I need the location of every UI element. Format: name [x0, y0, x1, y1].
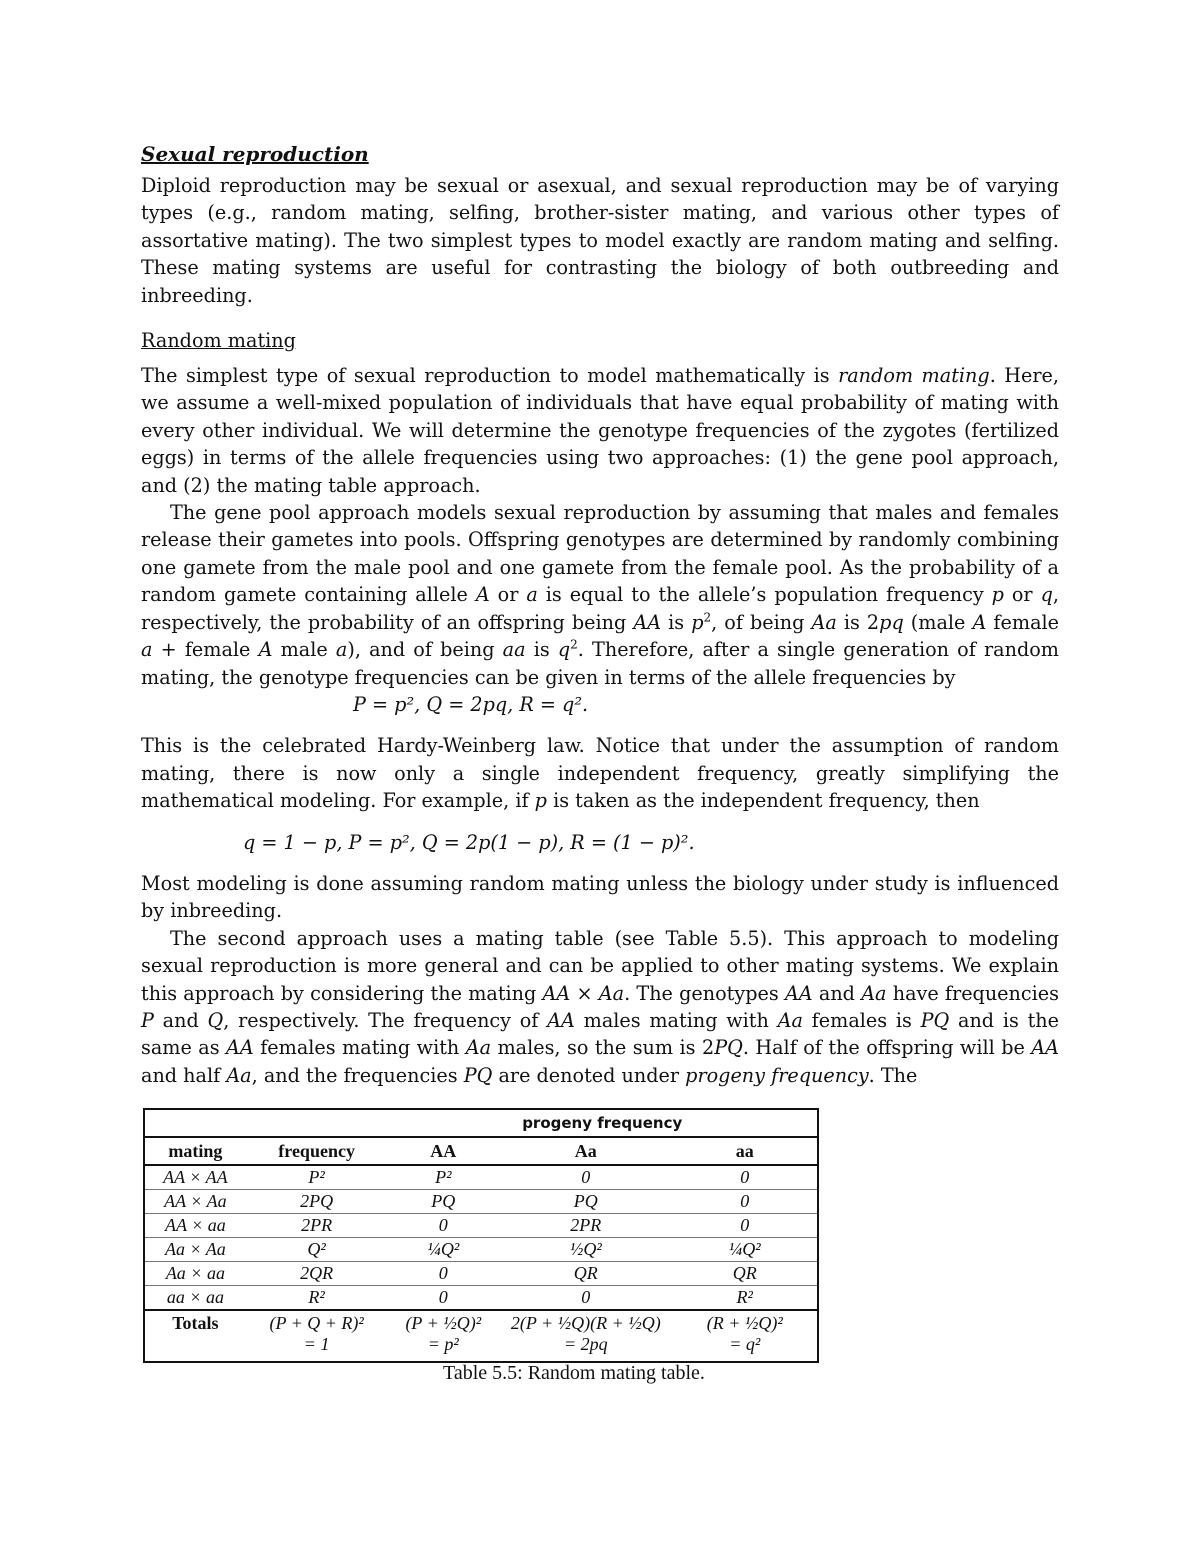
mating-table-paragraph: The second approach uses a mating table (see Table 5.5). This approach to modeling sexual reproduction is more general and can be applied to other mating systems. We explain this approach by considering the mating AA × Aa. The genotypes AA and Aa have frequencies P and Q, respectively. The frequency of AA males mating with Aa females is PQ and is the same as AA females mating with Aa males, so the sum is 2PQ. Half of the offspring will be AA and half Aa, and the frequencies PQ are denoted under progeny frequency. The: [141, 926, 1060, 1087]
totals-cell: (P + ½Q)² = p²: [387, 1310, 499, 1362]
table-cell: 2PR: [246, 1214, 388, 1238]
totals-label: Totals: [144, 1310, 246, 1362]
table-cell: PQ: [499, 1190, 672, 1214]
column-header: aa: [672, 1137, 818, 1165]
table-cell: P²: [246, 1165, 388, 1190]
subsection-heading: Random mating: [141, 329, 296, 353]
table-cell: AA × aa: [144, 1214, 246, 1238]
totals-cell: (P + Q + R)² = 1: [246, 1310, 388, 1362]
table-cell: P²: [387, 1165, 499, 1190]
table-cell: ¼Q²: [387, 1238, 499, 1262]
table-row: [144, 1190, 818, 1214]
table-cell: Aa × Aa: [144, 1238, 246, 1262]
gene-pool-paragraph: The gene pool approach models sexual reproduction by assuming that males and females release their gametes into pools. Offspring genotypes are determined by randomly combining one gamete from the male pool and one gamete from the female pool. As the probability of a random gamete containing allele A or a is equal to the allele’s population frequency p or q, respectively, the probability of an offspring being AA is $p^2$, of being Aa is 2pq (male A female a + female A male a), and of being aa is $q^2$. Therefore, after a single generation of random mating, the genotype frequencies can be given in terms of the allele frequencies by: [141, 501, 1060, 689]
independent-frequency-equation: q = 1 − p, P = p², Q = 2p(1 − p), R = (1 − p)².: [243, 830, 695, 854]
table-cell: 0: [672, 1165, 818, 1190]
table-cell: PQ: [387, 1190, 499, 1214]
totals-cell: 2(P + ½Q)(R + ½Q) = 2pq: [499, 1310, 672, 1362]
table-row: [144, 1262, 818, 1286]
totals-row: [144, 1310, 818, 1362]
table-cell: Q²: [246, 1238, 388, 1262]
table-cell: AA × AA: [144, 1165, 246, 1190]
table-row: [144, 1214, 818, 1238]
page-content: [141, 142, 1059, 1089]
table-cell: 2PR: [499, 1214, 672, 1238]
table-row: [144, 1286, 818, 1311]
column-header: Aa: [499, 1137, 672, 1165]
modeling-paragraph: Most modeling is done assuming random mating unless the biology under study is influenced by inbreeding.: [141, 871, 1059, 923]
table-cell: QR: [672, 1262, 818, 1286]
hardy-weinberg-paragraph: This is the celebrated Hardy-Weinberg law. Notice that under the assumption of random mating, there is now only a single independent frequency, greatly simplifying the mathematical modeling. For example, if p is taken as the independent frequency, then: [141, 734, 1059, 813]
column-header: AA: [387, 1137, 499, 1165]
table-cell: aa × aa: [144, 1286, 246, 1311]
column-header: mating: [144, 1137, 246, 1165]
progeny-frequency-header: progeny frequency: [522, 1114, 683, 1132]
table-cell: QR: [499, 1262, 672, 1286]
table-cell: 0: [672, 1214, 818, 1238]
random-mating-table: [143, 1108, 819, 1363]
totals-cell: (R + ½Q)² = q²: [672, 1310, 818, 1362]
table-cell: 0: [499, 1165, 672, 1190]
table-group-header-row: [144, 1109, 818, 1137]
table-header-row: [144, 1137, 818, 1165]
section-heading: Sexual reproduction: [141, 142, 369, 166]
table-caption: Table 5.5: Random mating table.: [443, 1362, 705, 1384]
table-cell: ¼Q²: [672, 1238, 818, 1262]
intro-paragraph: Diploid reproduction may be sexual or asexual, and sexual reproduction may be of varying types (e.g., random mating, selfing, brother-sister mating, and various other types of assortative mating). The two simplest types to model exactly are random mating and selfing. These mating systems are useful for contrasting the biology of both outbreeding and inbreeding.: [141, 174, 1059, 307]
table-cell: 0: [672, 1190, 818, 1214]
table-cell: R²: [246, 1286, 388, 1311]
table-cell: 0: [499, 1286, 672, 1311]
table-cell: 0: [387, 1214, 499, 1238]
table-cell: R²: [672, 1286, 818, 1311]
table-cell: Aa × aa: [144, 1262, 246, 1286]
column-header: frequency: [246, 1137, 388, 1165]
table-cell: ½Q²: [499, 1238, 672, 1262]
table-cell: 2QR: [246, 1262, 388, 1286]
random-mating-paragraph: The simplest type of sexual reproduction to model mathematically is random mating. Here, we assume a well-mixed population of individuals that have equal probability of mating with every other individual. We will determine the genotype frequencies of the zygotes (fertilized eggs) in terms of the allele frequencies using two approaches: (1) the gene pool approach, and (2) the mating table approach.: [141, 364, 1059, 497]
table-cell: AA × Aa: [144, 1190, 246, 1214]
table-cell: 2PQ: [246, 1190, 388, 1214]
table-cell: 0: [387, 1262, 499, 1286]
table-row: [144, 1238, 818, 1262]
table-row: [144, 1165, 818, 1190]
hardy-weinberg-equation: P = p², Q = 2pq, R = q².: [353, 692, 589, 716]
table-cell: 0: [387, 1286, 499, 1311]
